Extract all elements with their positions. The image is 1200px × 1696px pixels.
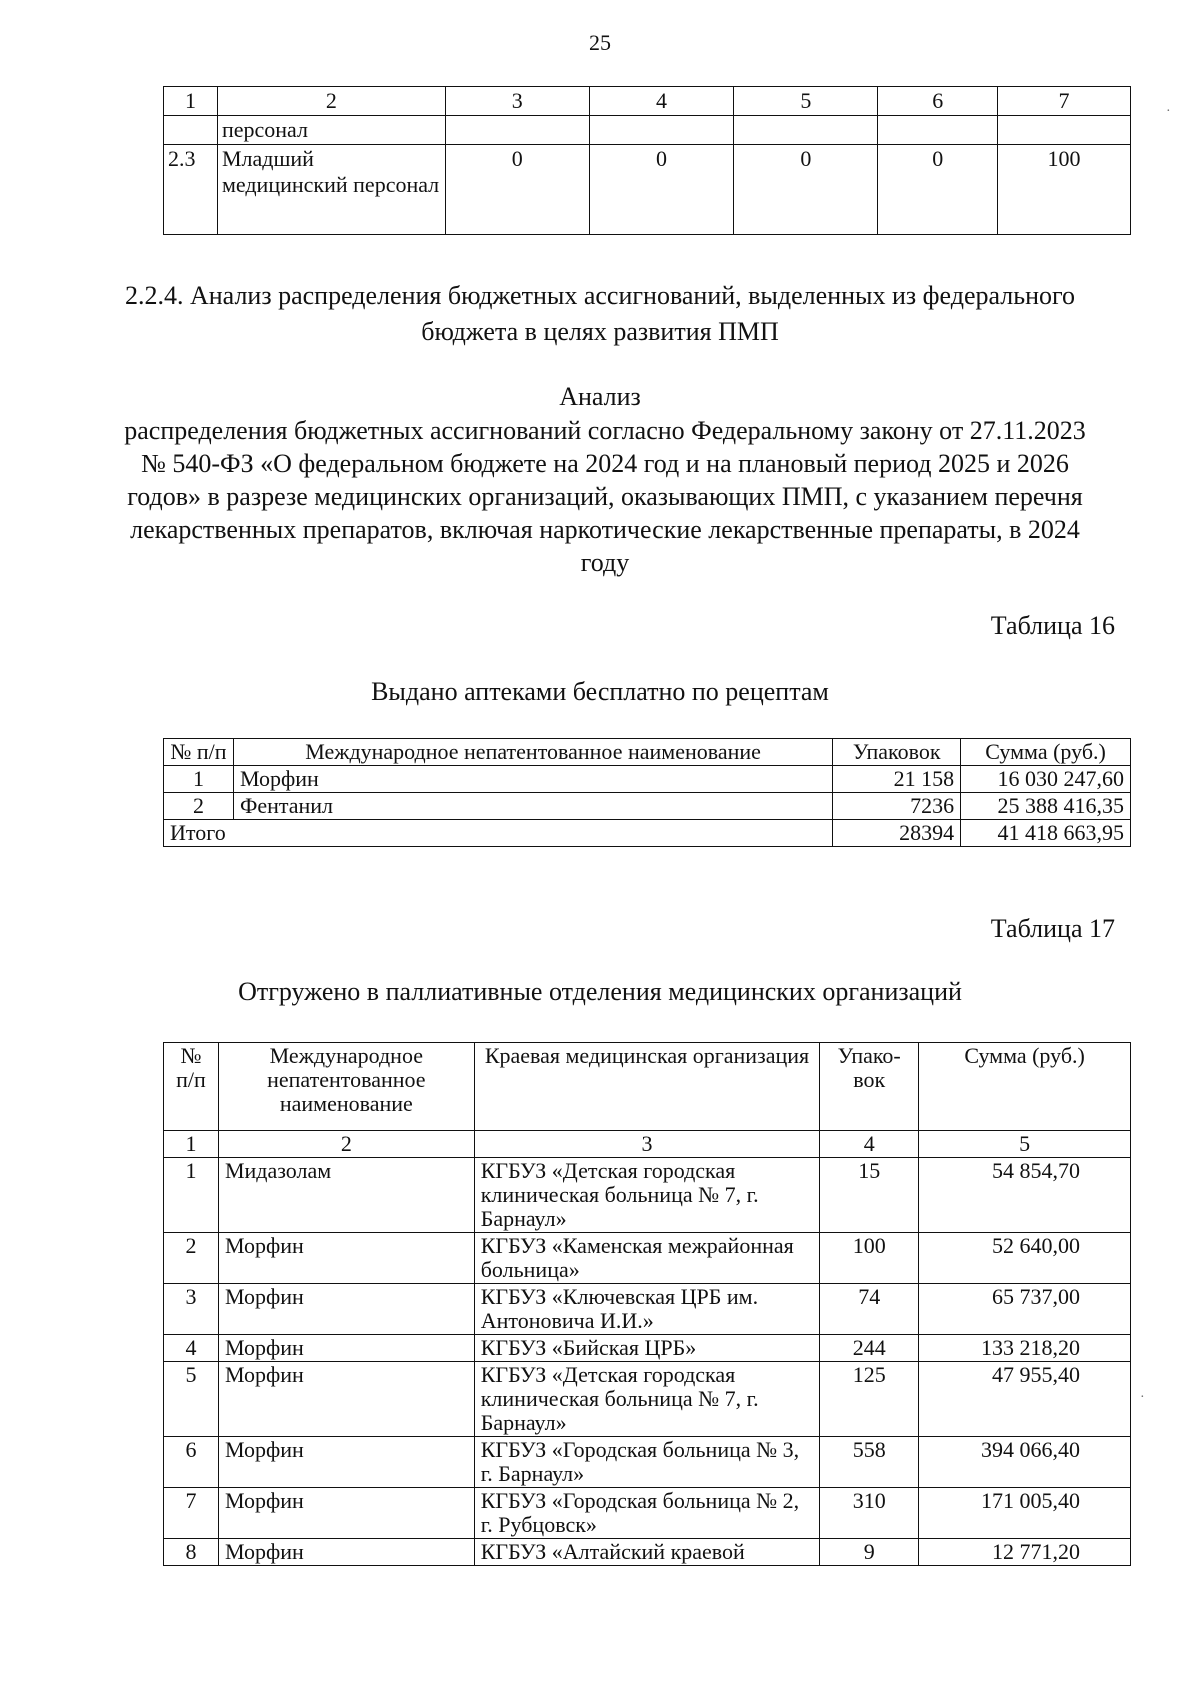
- section-title: 2.2.4. Анализ распределения бюджетных ассигнований, выделенных из федерального бюджета в целях развития ПМП: [124, 281, 1076, 346]
- total-sum: 41 418 663,95: [961, 820, 1131, 847]
- header-sum: Сумма (руб.): [919, 1043, 1131, 1131]
- table-cell: [878, 116, 998, 145]
- table-row: [164, 766, 1131, 793]
- staff-header-cell: 7: [998, 87, 1131, 116]
- row-sum: 171 005,40: [919, 1488, 1131, 1539]
- staff-header-cell: 4: [589, 87, 734, 116]
- row-name: Морфин: [218, 1335, 474, 1362]
- header-org: Краевая медицинская организация: [474, 1043, 820, 1131]
- row-sum: 54 854,70: [919, 1158, 1131, 1233]
- table-cell: 0: [589, 145, 734, 235]
- row-name: Морфин: [218, 1362, 474, 1437]
- column-number: 5: [919, 1131, 1131, 1158]
- table-cell: [734, 116, 878, 145]
- table17-column-numbers: [164, 1131, 1131, 1158]
- row-sum: 133 218,20: [919, 1335, 1131, 1362]
- row-packs: 74: [820, 1284, 919, 1335]
- row-name: Морфин: [218, 1437, 474, 1488]
- staff-header-cell: 1: [164, 87, 218, 116]
- table-cell: 0: [878, 145, 998, 235]
- staff-header-cell: 5: [734, 87, 878, 116]
- row-num: 3: [164, 1284, 219, 1335]
- row-org: КГБУЗ «Детская городская клиническая больница № 7, г. Барнаул»: [474, 1158, 820, 1233]
- staff-header-cell: 3: [445, 87, 589, 116]
- row-num: 8: [164, 1539, 219, 1566]
- table16: [163, 738, 1131, 847]
- table-row: [164, 793, 1131, 820]
- row-packs: 100: [820, 1233, 919, 1284]
- row-packs: 244: [820, 1335, 919, 1362]
- table16-header-row: [164, 739, 1131, 766]
- table17: [163, 1042, 1131, 1566]
- header-packs: Упаковок: [833, 739, 961, 766]
- analysis-heading: Анализ: [559, 382, 641, 411]
- table-cell: [164, 116, 218, 145]
- row-sum: 394 066,40: [919, 1437, 1131, 1488]
- row-num: 4: [164, 1335, 219, 1362]
- table-cell: 2.3: [164, 145, 218, 235]
- table-row: [164, 1158, 1131, 1233]
- table-row: [164, 1539, 1131, 1566]
- row-name: Фентанил: [233, 793, 832, 820]
- row-num: 1: [164, 1158, 219, 1233]
- table16-caption: Выдано аптеками бесплатно по рецептам: [371, 677, 829, 706]
- header-name: Международное непатентованное наименование: [218, 1043, 474, 1131]
- staff-header-cell: 6: [878, 87, 998, 116]
- staff-header-cell: 2: [217, 87, 445, 116]
- table17-caption: Отгружено в паллиативные отделения медицинских организаций: [238, 977, 962, 1006]
- row-sum: 25 388 416,35: [961, 793, 1131, 820]
- table-cell: персонал: [217, 116, 445, 145]
- row-num: 1: [164, 766, 234, 793]
- staff-table: [163, 86, 1131, 235]
- row-org: КГБУЗ «Детская городская клиническая больница № 7, г. Барнаул»: [474, 1362, 820, 1437]
- row-sum: 16 030 247,60: [961, 766, 1131, 793]
- table-row: [164, 1437, 1131, 1488]
- row-org: КГБУЗ «Ключевская ЦРБ им. Антоновича И.И.»: [474, 1284, 820, 1335]
- row-org: КГБУЗ «Алтайский краевой: [474, 1539, 820, 1566]
- header-sum: Сумма (руб.): [961, 739, 1131, 766]
- analysis-description: распределения бюджетных ассигнований согласно Федеральному закону от 27.11.2023 № 540-ФЗ «О федеральном бюджете на 2024 год и на плановый период 2025 и 2026 годов» в разрезе медицинских организаций, оказывающих ПМП, с указанием перечня лекарственных препаратов, включая наркотические лекарственные препараты, в 2024 году: [124, 416, 1086, 577]
- header-num: № п/п: [164, 739, 234, 766]
- row-packs: 9: [820, 1539, 919, 1566]
- table-cell: [998, 116, 1131, 145]
- column-number: 3: [474, 1131, 820, 1158]
- table-cell: 0: [734, 145, 878, 235]
- row-packs: 125: [820, 1362, 919, 1437]
- page-number: 25: [589, 30, 611, 55]
- row-name: Мидазолам: [218, 1158, 474, 1233]
- row-sum: 12 771,20: [919, 1539, 1131, 1566]
- row-name: Морфин: [218, 1488, 474, 1539]
- header-packs: Упако-вок: [820, 1043, 919, 1131]
- table-cell: [589, 116, 734, 145]
- row-num: 5: [164, 1362, 219, 1437]
- row-name: Морфин: [218, 1539, 474, 1566]
- row-name: Морфин: [218, 1233, 474, 1284]
- column-number: 1: [164, 1131, 219, 1158]
- scan-speck: ·: [1140, 1390, 1145, 1405]
- column-number: 2: [218, 1131, 474, 1158]
- total-label: Итого: [164, 820, 833, 847]
- row-org: КГБУЗ «Бийская ЦРБ»: [474, 1335, 820, 1362]
- row-sum: 52 640,00: [919, 1233, 1131, 1284]
- row-org: КГБУЗ «Городская больница № 3, г. Барнаул»: [474, 1437, 820, 1488]
- row-sum: 47 955,40: [919, 1362, 1131, 1437]
- row-name: Морфин: [233, 766, 832, 793]
- table-row: [164, 1335, 1131, 1362]
- table-row: [164, 1362, 1131, 1437]
- table-cell: [445, 116, 589, 145]
- row-packs: 15: [820, 1158, 919, 1233]
- table-cell: Младший медицинский персонал: [217, 145, 445, 235]
- row-org: КГБУЗ «Городская больница № 2, г. Рубцовск»: [474, 1488, 820, 1539]
- table-row: [164, 1488, 1131, 1539]
- header-name: Международное непатентованное наименование: [233, 739, 832, 766]
- row-num: 7: [164, 1488, 219, 1539]
- row-sum: 65 737,00: [919, 1284, 1131, 1335]
- table-cell: 0: [445, 145, 589, 235]
- scan-speck: ·: [1166, 104, 1171, 119]
- table16-label: Таблица 16: [990, 611, 1115, 640]
- row-name: Морфин: [218, 1284, 474, 1335]
- total-row: [164, 820, 1131, 847]
- table17-label: Таблица 17: [990, 914, 1115, 943]
- row-packs: 558: [820, 1437, 919, 1488]
- table-row: [164, 1284, 1131, 1335]
- table-row: [164, 1233, 1131, 1284]
- staff-table-header-row: [164, 87, 1131, 116]
- table-cell: 100: [998, 145, 1131, 235]
- table-row: [164, 145, 1131, 235]
- row-num: 2: [164, 1233, 219, 1284]
- row-packs: 21 158: [833, 766, 961, 793]
- row-num: 6: [164, 1437, 219, 1488]
- row-packs: 7236: [833, 793, 961, 820]
- row-packs: 310: [820, 1488, 919, 1539]
- table-row: [164, 116, 1131, 145]
- header-num: № п/п: [164, 1043, 219, 1131]
- row-org: КГБУЗ «Каменская межрайонная больница»: [474, 1233, 820, 1284]
- row-num: 2: [164, 793, 234, 820]
- column-number: 4: [820, 1131, 919, 1158]
- total-packs: 28394: [833, 820, 961, 847]
- table17-header-row: [164, 1043, 1131, 1131]
